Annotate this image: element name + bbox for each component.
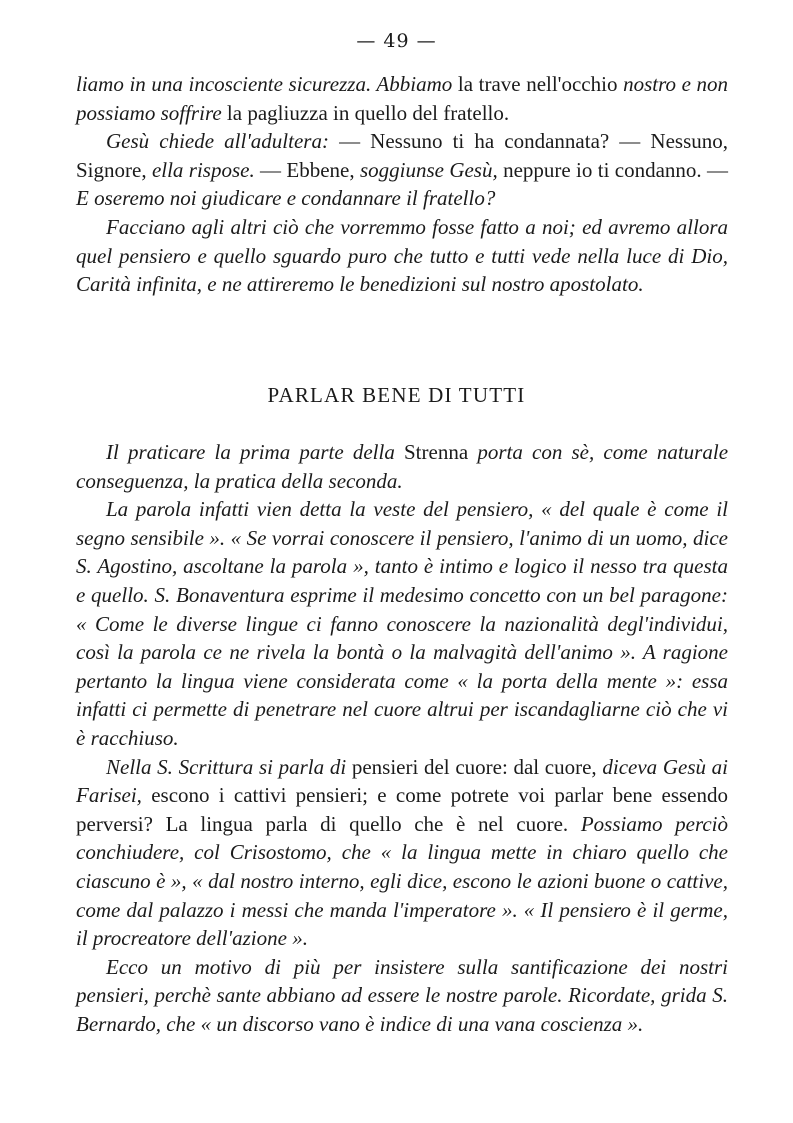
italic-text: nostro e non possiamo soffrire [76, 72, 728, 125]
body-text-top [76, 70, 728, 299]
italic-text: Ecco un motivo di più per insistere sulla santificazione dei nostri pensieri, perchè sante abbiano ad essere le nostre parole. Ricordate, grida S. Bernardo, che « un discorso vano è indice di una vana coscienza ». [76, 954, 728, 1036]
roman-text: escono i cattivi pensieri; e come potrete voi parlar bene essendo perversi? La lingua parla di quello che è nel cuore. [76, 783, 728, 836]
page-number: — 49 — [356, 30, 437, 52]
roman-text: Strenna [394, 440, 478, 464]
roman-text: pensieri del cuore: dal cuore, [346, 754, 603, 779]
body-text-bottom [76, 438, 728, 1038]
italic-text: liamo in una incosciente sicurezza. Abbiamo [76, 72, 453, 96]
italic-text: Gesù chiede all'adultera: [106, 129, 329, 154]
roman-text: — Ebbene, [254, 157, 360, 182]
italic-text: E oseremo noi giudicare e condannare il fratello? [76, 186, 496, 211]
paragraph [76, 495, 728, 752]
paragraph [76, 753, 728, 953]
section-title: PARLAR BENE DI TUTTI [267, 383, 526, 407]
italic-text: Facciano agli altri ciò che vorremmo fosse fatto a noi; ed avremo allora quel pensiero e quello sguardo puro che tutto e tutti vede nella luce di Dio, Carità infinita, e ne attireremo le benedizioni sul nostro apostolato. [76, 214, 728, 297]
paragraph [76, 70, 728, 127]
italic-text: porta con sè, come naturale conseguenza, la pratica della seconda. [76, 440, 729, 493]
italic-text: Possiamo perciò conchiudere, col Crisostomo, che « la lingua mette in chiaro quello che ciascuno è », « dal nostro interno, egli dice, escono le azioni buone o cattive, come dal palazzo i messi che manda l'imperatore ». « Il pensiero è il germe, il procreatore dell'azione ». [76, 811, 728, 951]
paragraph [76, 953, 728, 1039]
roman-text: la pagliuzza in quello del fratello. [221, 100, 510, 125]
roman-text: la trave nell'occhio [452, 72, 624, 96]
italic-text: Il praticare la prima parte della [106, 440, 395, 464]
paragraph [76, 127, 728, 213]
italic-text: diceva Gesù ai Farisei, [76, 754, 729, 808]
paragraph [76, 438, 728, 495]
italic-text: ella rispose. [151, 157, 255, 182]
paragraph [76, 213, 728, 299]
roman-text: neppure io ti condanno. — [497, 157, 728, 182]
italic-text: Nella S. Scrittura si parla di [106, 754, 347, 779]
roman-text: — Nessuno ti ha condannata? — Nessuno, Signore, [76, 129, 728, 182]
italic-text: soggiunse Gesù, [359, 157, 498, 182]
italic-text: La parola infatti vien detta la veste del pensiero, « del quale è come il segno sensibile ». « Se vorrai conoscere il pensiero, l'animo di un uomo, dice S. Agostino, ascoltane la parola », tanto è intimo e logico il nesso tra questa e quello. S. Bonaventura esprime il medesimo concetto con un bel paragone: « Come le diverse lingue ci fanno conoscere la nazionalità degl'individui, così la parola ce ne rivela la bontà o la malvagità dell'animo ». A ragione pertanto la lingua viene considerata come « la porta della mente »: essa infatti ci permette di penetrare nel cuore altrui per iscandagliarne ciò che vi è racchiuso. [76, 497, 728, 750]
